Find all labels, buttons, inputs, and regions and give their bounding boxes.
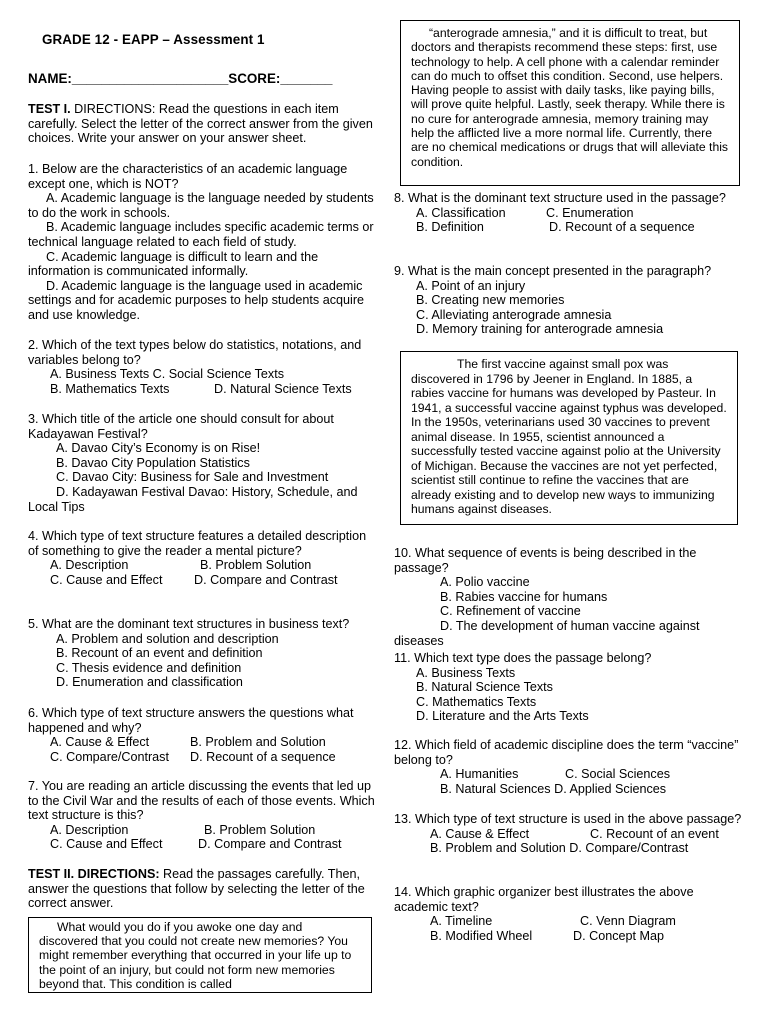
q1-option-d: D. Academic language is the language used in academic settings and for academic purposes to help students acquire and use knowledge. — [28, 278, 365, 322]
question-14 — [394, 885, 748, 943]
q4-option-d: D. Compare and Contrast — [194, 572, 338, 587]
question-7 — [28, 779, 380, 852]
q5-option-d: D. Enumeration and classification — [56, 675, 243, 690]
q12-option-a: A. Humanities — [440, 767, 519, 782]
q7-stem: 7. You are reading an article discussing the events that led up to the Civil War and the results of each of those events. Which text structure is this? — [28, 779, 375, 823]
question-4 — [28, 529, 380, 587]
q12-options-ac — [394, 767, 748, 782]
q14-option-b: B. Modified Wheel — [430, 928, 533, 943]
q9-option-c: C. Alleviating anterograde amnesia — [416, 307, 612, 322]
question-3 — [28, 412, 380, 514]
q14-options-bd — [394, 929, 748, 944]
q2-stem: 2. Which of the text types below do statistics, notations, and variables belong to? — [28, 338, 362, 367]
q13-option-c: C. Recount of an event — [590, 826, 719, 841]
q4-option-a: A. Description — [50, 558, 129, 573]
q14-option-c: C. Venn Diagram — [580, 914, 676, 929]
q13-option-a: A. Cause & Effect — [430, 826, 530, 841]
q9-option-a: A. Point of an injury — [416, 278, 526, 293]
q11-stem: 11. Which text type does the passage belong? — [394, 651, 652, 665]
question-9 — [394, 264, 748, 337]
q7-option-b: B. Problem Solution — [204, 822, 316, 837]
q6-option-b: B. Problem and Solution — [190, 735, 326, 750]
q12-options-bd: B. Natural Sciences D. Applied Sciences — [440, 781, 667, 796]
q7-option-a: A. Description — [50, 822, 129, 837]
q10-option-a: A. Polio vaccine — [440, 575, 530, 590]
q8-options-ac — [394, 206, 748, 221]
q5-option-c: C. Thesis evidence and definition — [56, 660, 242, 675]
q13-options-ac — [394, 827, 748, 842]
q9-option-b: B. Creating new memories — [416, 293, 565, 308]
q11-option-d: D. Literature and the Arts Texts — [416, 709, 589, 724]
q14-option-a: A. Timeline — [430, 914, 493, 929]
q6-options-ab — [28, 735, 380, 750]
q10-option-b: B. Rabies vaccine for humans — [440, 589, 608, 604]
test1-directions — [28, 102, 380, 146]
passage-1-text-part1: What would you do if you awoke one day and discovered that you could not create new memories? You might remember everything that occurred in your life up to the point of an injury, but could not form new memories beyond that. This condition is called — [39, 920, 352, 991]
test2-directions — [28, 867, 380, 911]
q8-stem: 8. What is the dominant text structure used in the passage? — [394, 191, 726, 205]
test2-label: TEST II. DIRECTIONS: — [28, 867, 160, 881]
q8-option-c: C. Enumeration — [546, 205, 634, 220]
q14-stem: 14. Which graphic organizer best illustrates the above academic text? — [394, 885, 694, 914]
q13-options-bd: B. Problem and Solution D. Compare/Contrast — [430, 841, 689, 856]
page-title: GRADE 12 - EAPP – Assessment 1 — [42, 32, 265, 47]
q8-option-a: A. Classification — [416, 205, 506, 220]
question-6 — [28, 706, 380, 764]
q4-option-c: C. Cause and Effect — [50, 572, 163, 587]
question-2 — [28, 338, 380, 396]
question-5 — [28, 617, 380, 690]
q1-option-a: A. Academic language is the language needed by students to do the work in schools. — [28, 191, 374, 220]
q3-option-d: D. Kadayawan Festival Davao: History, Schedule, and Local Tips — [28, 484, 358, 514]
test1-label: TEST I. — [28, 102, 71, 116]
q4-options-cd — [28, 573, 380, 588]
question-11 — [394, 651, 748, 724]
q13-stem: 13. Which type of text structure is used in the above passage? — [394, 812, 742, 826]
q2-options-ac: A. Business Texts C. Social Science Texts — [50, 367, 285, 382]
q9-option-d: D. Memory training for anterograde amnesia — [416, 322, 664, 337]
q6-stem: 6. Which type of text structure answers the questions what happened and why? — [28, 706, 354, 735]
q4-options-ab — [28, 558, 380, 573]
q5-stem: 5. What are the dominant text structures in business text? — [28, 617, 350, 631]
q3-option-c: C. Davao City: Business for Sale and Investment — [56, 470, 329, 485]
q9-stem: 9. What is the main concept presented in the paragraph? — [394, 264, 712, 278]
q6-options-cd — [28, 750, 380, 765]
q2-options-bd — [28, 382, 380, 397]
q11-option-b: B. Natural Science Texts — [416, 680, 553, 695]
q11-option-c: C. Mathematics Texts — [416, 694, 537, 709]
question-10 — [394, 546, 748, 648]
q14-options-ac — [394, 914, 748, 929]
q3-stem: 3. Which title of the article one should consult for about Kadayawan Festival? — [28, 412, 334, 441]
q1-option-b: B. Academic language includes specific academic terms or technical language related to each field of study. — [28, 220, 374, 249]
q1-option-c: C. Academic language is difficult to learn and the information is communicated informally. — [28, 249, 319, 279]
q4-stem: 4. Which type of text structure features a detailed description of something to give the reader a mental picture? — [28, 529, 367, 558]
q3-option-b: B. Davao City Population Statistics — [56, 455, 250, 470]
q7-options-ab — [28, 823, 380, 838]
q10-stem: 10. What sequence of events is being described in the passage? — [394, 546, 697, 575]
q8-option-d: D. Recount of a sequence — [549, 220, 695, 235]
q3-option-a: A. Davao City’s Economy is on Rise! — [56, 441, 261, 456]
q6-option-a: A. Cause & Effect — [50, 735, 150, 750]
q8-options-bd — [394, 220, 748, 235]
passage-2-text: The first vaccine against small pox was discovered in 1796 by Jeener in England. In 1885, a rabies vaccine for humans was developed by Pasteur. In 1941, a successful vaccine against typhus was developed. In the 1950s, veterinarians used 30 vaccines to prevent animal disease. In 1955, scientist announced a successfully tested vaccine against polio at the University of Michigan. Because the vaccines are not yet perfected, scientist still continue to refine the vaccines that are already existing and to develop new ways to immunizing humans against diseases. — [411, 357, 727, 516]
test1-directions-text: DIRECTIONS: Read the questions in each item carefully. Select the letter of the correct answer from the given choices. Write your answer on your answer sheet. — [28, 102, 373, 146]
q7-option-d: D. Compare and Contrast — [198, 837, 342, 852]
q2-option-b: B. Mathematics Texts — [50, 381, 170, 396]
passage-1-box-part1 — [28, 917, 372, 993]
q6-option-c: C. Compare/Contrast — [50, 749, 169, 764]
q5-option-a: A. Problem and solution and description — [56, 631, 279, 646]
q6-option-d: D. Recount of a sequence — [190, 749, 336, 764]
q2-option-d: D. Natural Science Texts — [214, 381, 352, 396]
q12-option-c: C. Social Sciences — [565, 767, 670, 782]
question-13 — [394, 812, 748, 856]
question-8 — [394, 191, 748, 235]
q7-options-cd — [28, 837, 380, 852]
q11-option-a: A. Business Texts — [416, 665, 516, 680]
name-score-line: NAME:_____________________SCORE:_______ — [28, 71, 333, 86]
q7-option-c: C. Cause and Effect — [50, 837, 163, 852]
test2-directions-text: Read the passages carefully. Then, answer the questions that follow by selecting the letter of the correct answer. — [28, 867, 365, 911]
q10-option-d: D. The development of human vaccine against — [440, 618, 700, 633]
q1-stem: 1. Below are the characteristics of an academic language except one, which is NOT? — [28, 162, 348, 191]
q14-option-d: D. Concept Map — [573, 928, 664, 943]
q4-option-b: B. Problem Solution — [200, 558, 312, 573]
q12-stem: 12. Which field of academic discipline does the term “vaccine” belong to? — [394, 738, 739, 767]
q8-option-b: B. Definition — [416, 220, 484, 235]
passage-1-box-part2 — [400, 20, 740, 186]
passage-2-box — [400, 351, 738, 525]
q10-option-c: C. Refinement of vaccine — [440, 604, 581, 619]
q10-option-d-cont: diseases — [394, 633, 444, 648]
question-1 — [28, 162, 380, 323]
question-12 — [394, 738, 748, 796]
passage-1-text-part2: “anterograde amnesia,” and it is difficult to treat, but doctors and therapists recommend these steps: first, use technology to help. A cell phone with a calendar reminder can do much to offset this condition. Second, use helpers. Having people to assist with daily tasks, like paying bills, will prove quite helpful. Lastly, seek therapy. While there is no cure for anterograde amnesia, memory training may help the afflicted live a more normal life. Currently, there are no chemical medications or drugs that will alleviate this condition. — [411, 26, 729, 169]
q5-option-b: B. Recount of an event and definition — [56, 646, 263, 661]
